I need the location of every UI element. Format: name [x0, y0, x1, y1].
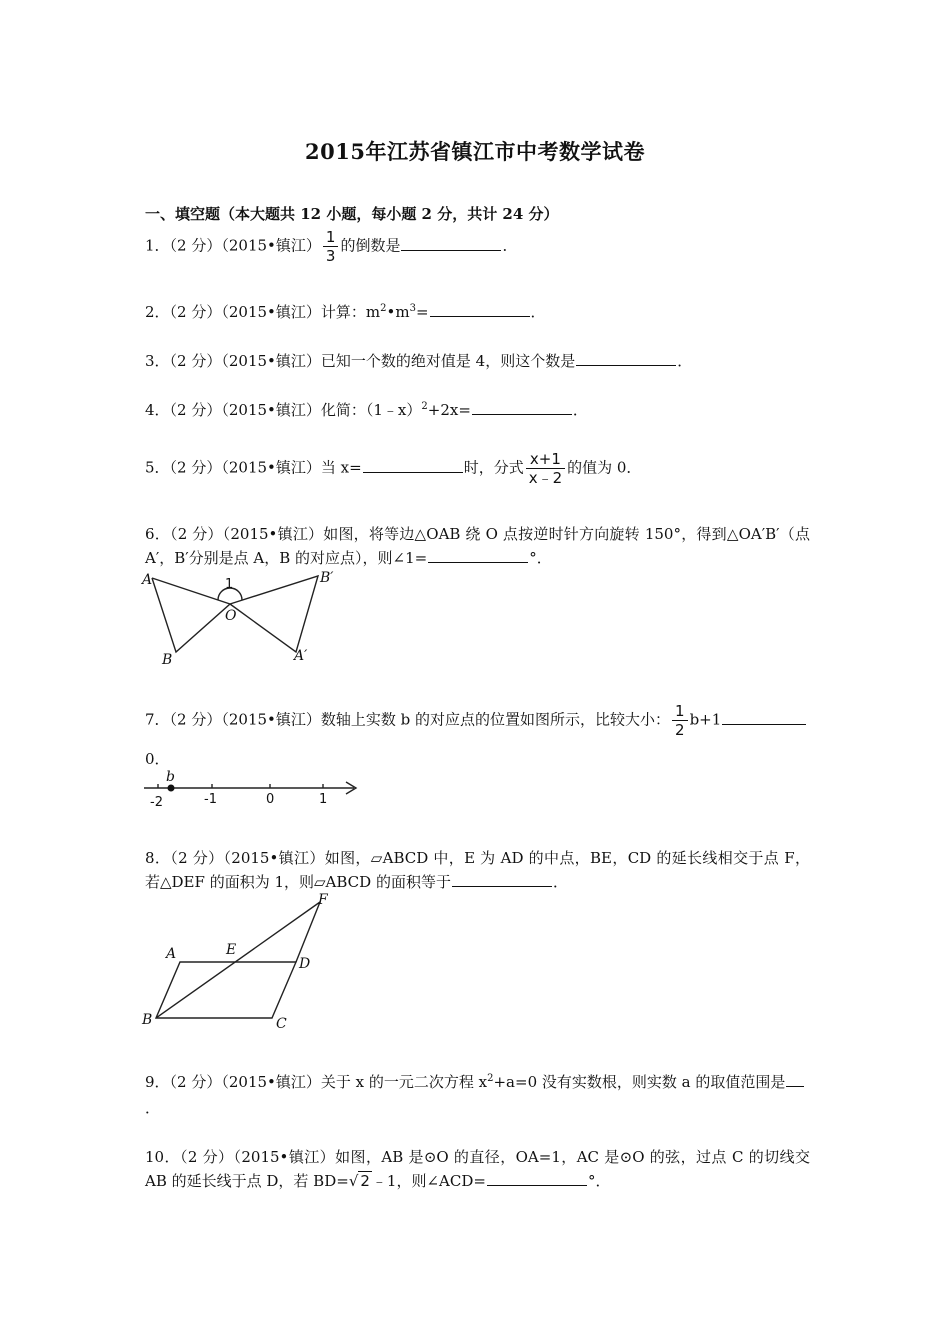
fraction: $\frac{1}{2}$: [672, 702, 688, 739]
label-B: B: [162, 652, 173, 668]
question-7: 7．（2 分）（2015•镇江）数轴上实数 b 的对应点的位置如图所示，比较大小： $\frac{1}{2}$ b+1: [145, 702, 810, 739]
question-9-line-2: ．: [145, 1099, 161, 1117]
answer-blank[interactable]: [430, 302, 530, 317]
answer-blank[interactable]: [786, 1072, 804, 1087]
tick-label: -1: [204, 792, 217, 807]
question-8: 8．（2 分）（2015•镇江）如图，▱ABCD 中，E 为 AD 的中点，BE，CD 的延长线相交于点 F，若△DEF 的面积为 1，则▱ABCD 的面积等于 ．: [145, 849, 810, 891]
label-B-prime: B′: [320, 570, 334, 586]
fraction: $\frac{1}{3}$: [323, 228, 339, 265]
label-A: A: [142, 572, 153, 588]
label-E: E: [226, 942, 237, 958]
rotation-figure: [140, 568, 350, 668]
question-3: 3．（2 分）（2015•镇江）已知一个数的绝对值是 4，则这个数是 ．: [145, 352, 693, 370]
question-5: 5．（2 分）（2015•镇江）当 x= 时，分式 $\frac{x+1}{x﹣2}$ 的值为 0．: [145, 450, 642, 487]
number-line-figure: [140, 768, 370, 812]
label-A-prime: A′: [294, 648, 308, 664]
page-title: 2015年江苏省镇江市中考数学试卷: [305, 139, 645, 164]
point-b: [168, 785, 175, 792]
answer-blank[interactable]: [428, 548, 528, 563]
label-angle-1: 1: [225, 577, 234, 592]
question-10: 10．（2 分）（2015•镇江）如图，AB 是⊙O 的直径，OA=1，AC 是⊙O 的弦，过点 C 的切线交 AB 的延长线于点 D，若 BD=√ 2 ﹣1，则∠ACD= °．: [145, 1145, 810, 1193]
question-7-line-2: 0．: [145, 750, 170, 768]
answer-blank[interactable]: [401, 236, 501, 251]
question-9: 9．（2 分）（2015•镇江）关于 x 的一元二次方程 $x^2+a=0$ 没有实数根，则实数 a 的取值范围是: [145, 1070, 810, 1094]
label-F: F: [318, 892, 328, 908]
answer-blank[interactable]: [472, 400, 572, 415]
question-1: 1．（2 分）（2015•镇江） $\frac{1}{3}$ 的倒数是 ．: [145, 228, 518, 265]
label-b: b: [166, 769, 175, 785]
answer-blank[interactable]: [487, 1171, 587, 1186]
fraction: $\frac{x+1}{x﹣2}$: [526, 450, 565, 487]
sqrt-symbol: √ 2: [348, 1172, 370, 1190]
question-2: 2．（2 分）（2015•镇江）计算：$m^2•m^3=$ ．: [145, 303, 546, 321]
parallelogram-figure: [138, 892, 348, 1034]
section-heading: 一、填空题（本大题共 12 小题，每小题 2 分，共计 24 分）: [145, 205, 559, 223]
answer-blank[interactable]: [576, 351, 676, 366]
question-6: 6．（2 分）（2015•镇江）如图，将等边△OAB 绕 O 点按逆时针方向旋转 150°，得到△OA′B′（点 A′，B′分别是点 A，B 的对应点），则∠1= °．: [145, 525, 810, 567]
label-O: O: [225, 608, 237, 624]
label-A: A: [166, 946, 177, 962]
tick-label: 0: [266, 792, 275, 807]
label-B: B: [142, 1012, 153, 1028]
question-4: 4．（2 分）（2015•镇江）化简：（1﹣x）$^2$+2x= ．: [145, 401, 588, 419]
tick-label: 1: [319, 792, 328, 807]
label-C: C: [276, 1016, 287, 1032]
tick-label: -2: [150, 795, 163, 810]
answer-blank[interactable]: [452, 872, 552, 887]
answer-blank[interactable]: [363, 458, 463, 473]
answer-blank[interactable]: [722, 710, 806, 725]
label-D: D: [299, 956, 311, 972]
